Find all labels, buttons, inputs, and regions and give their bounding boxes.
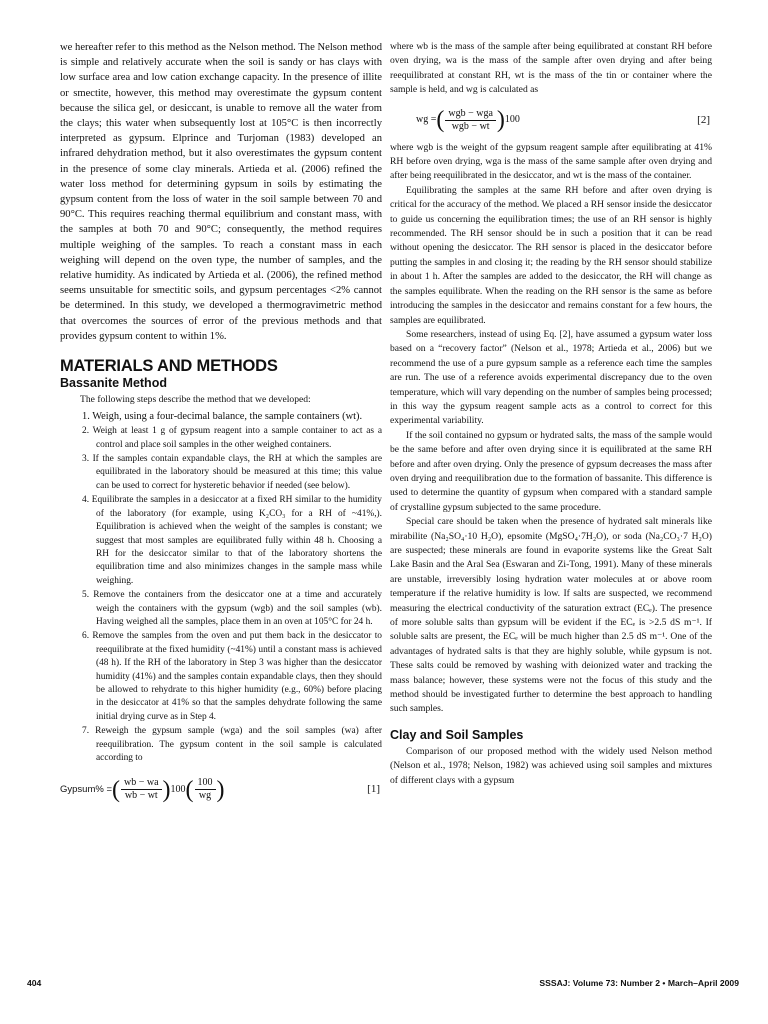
equation-1-denominator: wb − wt [124,790,158,802]
right-column [390,40,712,788]
page-number: 404 [27,978,42,988]
equation-1-math: Gypsum% = ( $\frac{wb - wa}{wb - wt}$ ) 100 ( $\frac{100}{wg}$ ) [60,776,225,803]
equation-1-fraction-2 [195,777,216,802]
steps-intro: The following steps describe the method that we developed: [80,394,311,406]
subsection-heading: Clay and Soil Samples [390,727,524,742]
steps-list [60,410,382,766]
body-paragraph: Special care should be taken when the presence of hydrated salt minerals like mirabilite (Na₂SO₄·10 H₂O), epsomite (MgSO₄·7H₂O), or soda (Na₂CO₃·7 H₂O) are suspected; these minerals are found in evaporite systems like the Great Salt Lake Basin and the Aral Sea (Eswaran and Zi-Tong, 1991). Many of these minerals are unstable, irreversibly losing hydration water molecules at or above room temperature if the relative humidity is low. If salts are suspected, we recommend measuring the electrical conductivity of the saturation extract (ECₑ). The presence of more soluble salts than gypsum will be evident if the ECₑ is >2.5 dS m⁻¹. If soluble salts are present, the ECₑ will be much higher than 2.5 dS m⁻¹. One of the advantages of hydrated salts is that they are highly soluble, while gypsum is not. These salts could be removed by washing with deionized water and tracking the mass balance; however, these systems were not the focus of this study and the method should be investigated further to determine the best approach to handling such samples. [390,516,712,715]
section-heading: MATERIALS AND METHODS [60,357,278,376]
equation-2-math: wg = ( $\frac{\text{wgb − wga}}{\text{wgb − wt}}$ ) 100 [416,107,520,134]
body-paragraph: Some researchers, instead of using Eq. [2], have assumed a gypsum water loss based on a “recovery factor” (Nelson et al., 1978; Artieda et al., 2006) but we recommend the use of a pure gypsum sample as a reference each time the samples are run. The use of a reference avoids experimental discrepancy due to the oven temperature, which will vary depending on the number of samples being processed; in this way the gypsum reagent sample acts as a control to correct for this experimental variability. [390,328,712,427]
body-paragraph: we hereafter refer to this method as the Nelson method. The Nelson method is simple and relatively accurate when the soil is sandy or has clays with low surface area and low cation exchange capacity. In the presence of illite or smectite, however, this method may overestimate the gypsum content because the silica gel, or desiccant, is unable to remove all the water from the clays; this water when subsequently lost at 105°C is then incorrectly interpreted as gypsum. Elprince and Turjoman (1983) developed an infrared dehydration method, but it also overestimates the gypsum content in the presence of some clay minerals. Artieda et al. (2006) refined the water loss method for determining gypsum in soils by estimating the gypsum content from the loss of water in the soil sample between 70 and 90°C. This requires reaching thermal equilibrium and constant mass, with the samples at both 70 and 90°C; consequently, the method requires multiple weighing of the samples. To reach a constant mass in each weighing will depend on the oven type, the number of samples, and the relative humidity. As indicated by Artieda et al. (2006), the refined method seems unsuitable for smectitic soils, and gypsum percentages <2% cannot be determined. In this study, we developed a thermogravimetric method that overcomes the sources of error of the previous methods and that provides gypsum content to within 1%. [60,42,382,342]
body-paragraph: If the soil contained no gypsum or hydrated salts, the mass of the sample would be the same before and after oven drying since it is equilibrated at the same RH before and after oven drying. Only the presence of gypsum decreases the mass after oven drying and reequilibration due to the formation of bassanite. This difference is used to determine the quantity of gypsum when compared with a standard sample of crystalline gypsum subjected to the same procedure. [390,429,712,513]
equation-2-lhs: wg = [416,113,437,125]
page-footer [27,978,739,988]
equation-2 [390,108,712,133]
equation-1-numerator-2: 100 [195,777,216,790]
equation-1-denominator-2: wg [198,790,212,802]
equation-2-label: [2] [697,113,710,126]
subsection-heading: Bassanite Method [60,376,167,391]
journal-citation: SSSAJ: Volume 73: Number 2 • March–April 2009 [539,978,739,988]
body-paragraph: where wb is the mass of the sample after being equilibrated at constant RH before oven drying, wa is the mass of the sample after oven drying and after being reequilibrated at constant RH, wt is the mass of the tin or container where the sample is held, and wg is calculated as [390,41,712,96]
list-item: 4. Equilibrate the samples in a desiccator at a fixed RH similar to the humidity of the laboratory (for example, using K₂CO₃ for a RH of ~41%,). Equilibration is achieved when the weight of the samples is constant; we suggest that most samples are equilibrated fully within 48 h. Choosing a RH for the desiccator similar to that of the laboratory shortens the equilibration time and also minimizes changes in the sample mass while weighing. [82,495,382,586]
list-item: 3. If the samples contain expandable clays, the RH at which the samples are equilibrated in the laboratory should be measured at this time; this value can be used to correct for hysteretic behavior if needed (see below). [82,454,382,491]
equation-2-denominator: wgb − wt [451,120,490,132]
list-item: 2. Weigh at least 1 g of gypsum reagent into a sample container to act as a control and place soil samples in the other weighed containers. [82,426,382,450]
body-paragraph: Equilibrating the samples at the same RH before and after oven drying is critical for the accuracy of the method. We placed a RH sensor inside the desiccator to guide us concerning the equilibration times; the use of an RH sensor is highly recommended. The RH sensor should be in such a position that it can be read without opening the desiccator. The RH sensor is placed in the desiccator before putting the samples in and closing it; the reading by the RH sensor should stabilize in about 1 h. After the samples are added to the desiccator, the RH will change as the samples equilibrate. When the reading on the RH sensor is the same as before introducing the samples in the desiccator and remains constant for a few hours, the samples are equilibrated. [390,184,712,326]
equation-1-lhs: Gypsum% = [60,784,113,796]
left-column [60,40,382,810]
equation-2-fraction [445,108,496,133]
equation-2-numerator: wgb − wga [445,108,496,121]
list-item: 7. Reweigh the gypsum sample (wga) and the soil samples (wa) after reequilibration. The gypsum content in the soil sample is calculated according to [82,726,382,763]
equation-1-factor: 100 [170,784,186,796]
body-paragraph: Comparison of our proposed method with the widely used Nelson method (Nelson et al., 1978; Nelson, 1982) was achieved using soil samples and mixtures of different clays with a gypsum [390,745,712,786]
equation-2-factor: 100 [504,113,520,125]
list-item: 5. Remove the containers from the desiccator one at a time and accurately weigh the containers with the gypsum (wgb) and the soil samples (wb). Having weighed all the samples, place them in an oven at 105°C for 24 h. [82,590,382,627]
equation-1-numerator: wb − wa [121,777,162,790]
equation-1-fraction [121,777,162,802]
equation-1-label: [1] [367,783,380,796]
equation-1 [60,777,382,802]
body-paragraph: where wgb is the weight of the gypsum reagent sample after equilibrating at 41% RH before oven drying, wga is the mass of the same sample after oven drying and after being reequilibrated in the desiccator, and wt is the mass of the container. [390,141,712,182]
list-item: 1. Weigh, using a four-decimal balance, the sample containers (wt). [82,410,363,422]
list-item: 6. Remove the samples from the oven and put them back in the desiccator to reequilibrate at the fixed humidity (~41%) until a constant mass is achieved (48 h). If the RH of the laboratory in Step 3 was higher than the desiccator humidity (41%) and the samples contain expandable clays, then they should be allowed to rehydrate to this higher humidity (e.g., 60%) before placing in the desiccator at 41% so that the samples dehydrate following the same initial drying curve as in Step 4. [82,631,382,722]
